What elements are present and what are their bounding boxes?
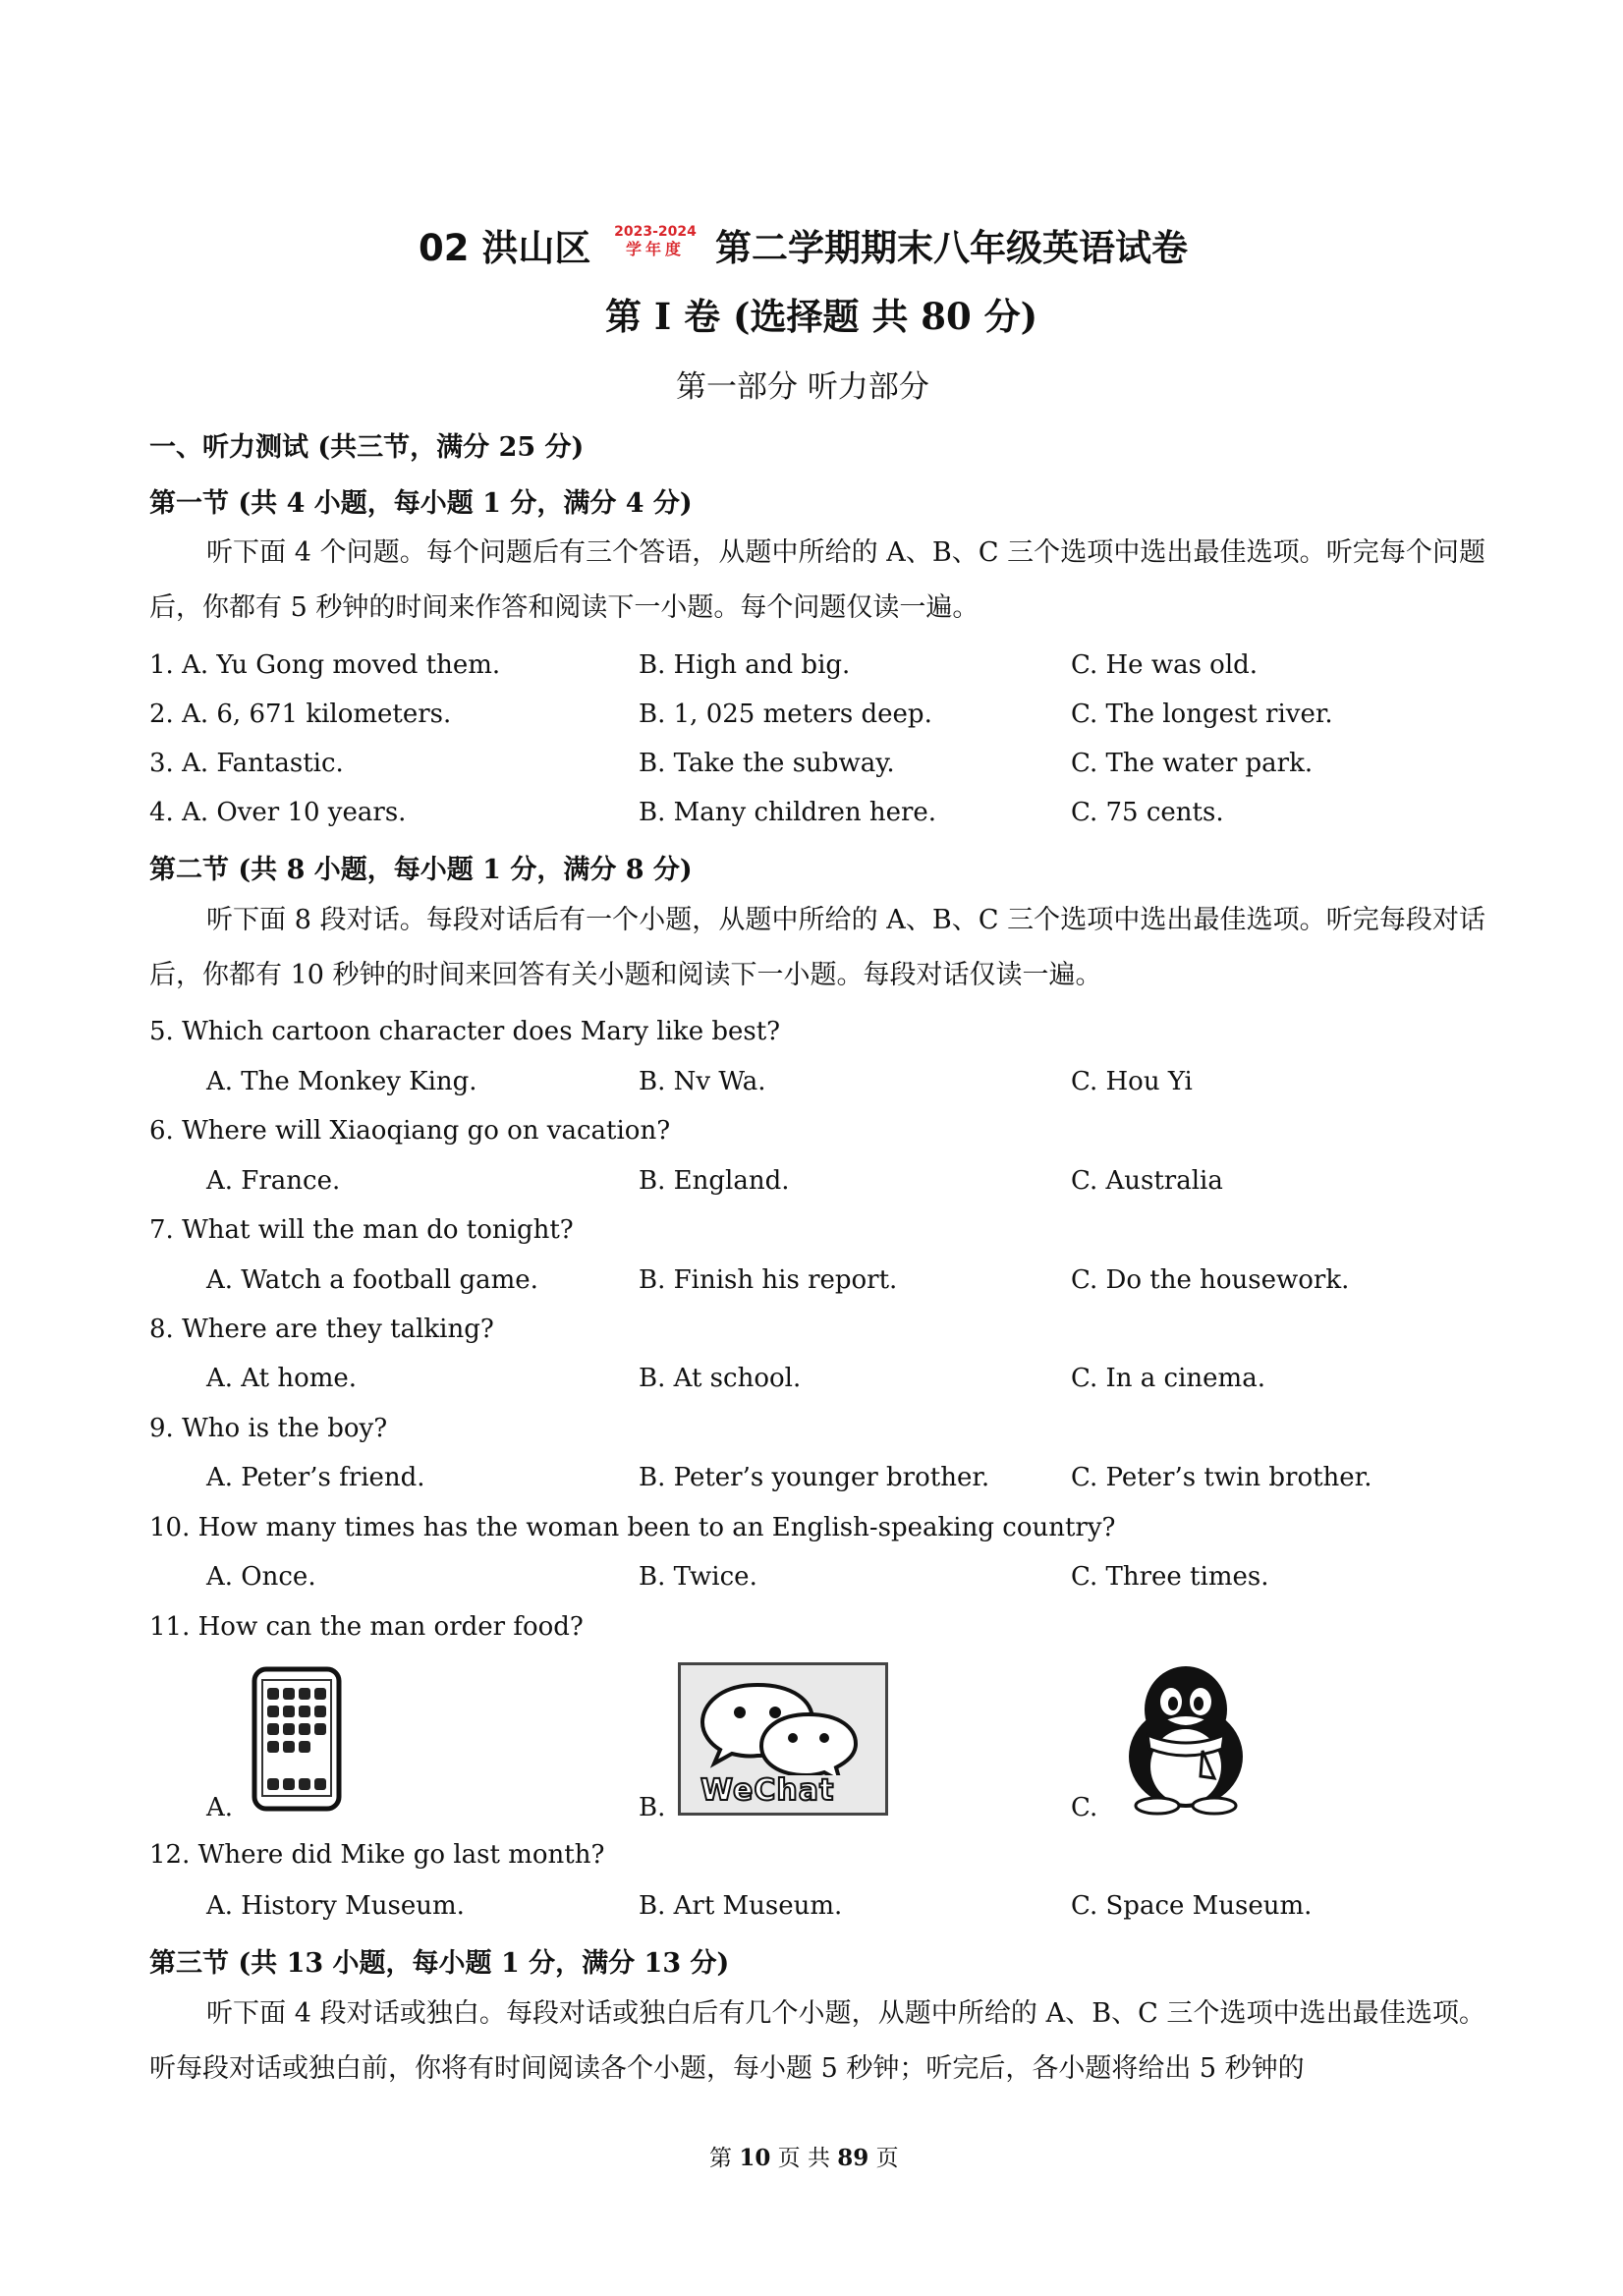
q2-option-b: B. 1, 025 meters deep. <box>639 700 932 729</box>
q7-option-b: B. Finish his report. <box>639 1265 898 1295</box>
q12-option-a: A. History Museum. <box>206 1891 465 1921</box>
q10-option-c: C. Three times. <box>1071 1562 1269 1592</box>
q5-option-a: A. The Monkey King. <box>206 1067 477 1096</box>
q3-option-a: 3. A. Fantastic. <box>149 749 344 778</box>
q10-option-a: A. Once. <box>206 1562 316 1592</box>
q11-question: 11. How can the man order food? <box>149 1612 584 1642</box>
q8-option-a: A. At home. <box>206 1364 358 1393</box>
year-badge <box>611 224 700 257</box>
sec3-instructions: 听下面 4 段对话或独白。每段对话或独白后有几个小题，从题中所给的 A、B、C 三个选项中选出最佳选项。听每段对话或独白前，你将有时间阅读各个小题，每小题 5 秒钟；听完后，各小题将给出 5 秒钟的 <box>149 1998 1485 2084</box>
page-title: 第二学期期末八年级英语试卷 <box>715 227 1188 269</box>
q9-question: 9. Who is the boy? <box>149 1414 388 1443</box>
q6-option-b: B. England. <box>639 1166 790 1196</box>
year-badge-bottom: 学年度 <box>625 240 685 258</box>
chat-bubbles-icon <box>681 1667 885 1775</box>
q4-option-b: B. Many children here. <box>639 798 937 827</box>
footer-post: 页 <box>875 2146 899 2171</box>
q8-option-b: B. At school. <box>639 1364 802 1393</box>
q5-option-c: C. Hou Yi <box>1071 1067 1193 1096</box>
q9-option-c: C. Peter’s twin brother. <box>1071 1463 1372 1492</box>
part-heading: 第一部分 听力部分 <box>676 369 929 405</box>
q3-option-c: C. The water park. <box>1071 749 1314 778</box>
section-main-heading: 一、听力测试 (共三节，满分 25 分) <box>149 432 585 463</box>
q8-option-c: C. In a cinema. <box>1071 1364 1265 1393</box>
q6-option-c: C. Australia <box>1071 1166 1223 1196</box>
q1-option-a: 1. A. Yu Gong moved them. <box>149 650 501 680</box>
sec2-heading: 第二节 (共 8 小题，每小题 1 分，满分 8 分) <box>149 855 693 885</box>
qq-penguin-icon <box>1108 1660 1263 1816</box>
q3-option-b: B. Take the subway. <box>639 749 895 778</box>
sec1-heading: 第一节 (共 4 小题，每小题 1 分，满分 4 分) <box>149 488 693 519</box>
q2-option-a: 2. A. 6, 671 kilometers. <box>149 700 452 729</box>
q6-option-a: A. France. <box>206 1166 341 1196</box>
q1-option-b: B. High and big. <box>639 650 851 680</box>
volume-heading: 第 I 卷 (选择题 共 80 分) <box>605 295 1038 338</box>
sec3-heading: 第三节 (共 13 小题，每小题 1 分，满分 13 分) <box>149 1948 730 1979</box>
footer-total-pages: 89 <box>837 2145 869 2171</box>
q12-option-b: B. Art Museum. <box>639 1891 843 1921</box>
q2-option-c: C. The longest river. <box>1071 700 1333 729</box>
q7-option-c: C. Do the housework. <box>1071 1265 1350 1295</box>
q10-question: 10. How many times has the woman been to an English-speaking country? <box>149 1513 1116 1542</box>
q11-option-c: C. <box>1071 1793 1098 1822</box>
q5-option-b: B. Nv Wa. <box>639 1067 766 1096</box>
q7-question: 7. What will the man do tonight? <box>149 1215 574 1245</box>
q1-option-c: C. He was old. <box>1071 650 1259 680</box>
q12-question: 12. Where did Mike go last month? <box>149 1840 605 1870</box>
wechat-logo <box>678 1662 888 1816</box>
sec1-instructions: 听下面 4 个问题。每个问题后有三个答语，从题中所给的 A、B、C 三个选项中选出最佳选项。听完每个问题后，你都有 5 秒钟的时间来作答和阅读下一小题。每个问题仅读一遍。 <box>149 537 1485 623</box>
footer-page-number: 10 <box>739 2145 771 2171</box>
q4-option-c: C. 75 cents. <box>1071 798 1224 827</box>
smartphone-icon <box>252 1666 342 1812</box>
q11-option-a: A. <box>206 1793 234 1822</box>
q11-option-b: B. <box>639 1793 666 1822</box>
wechat-logo-text: WeChat <box>700 1773 835 1808</box>
q9-option-a: A. Peter’s friend. <box>206 1463 425 1492</box>
q9-option-b: B. Peter’s younger brother. <box>639 1463 990 1492</box>
q12-option-c: C. Space Museum. <box>1071 1891 1313 1921</box>
q10-option-b: B. Twice. <box>639 1562 757 1592</box>
title-prefix: 02 洪山区 <box>419 227 591 269</box>
page-footer <box>709 2140 899 2172</box>
year-badge-top: 2023-2024 <box>614 224 697 240</box>
q8-question: 8. Where are they talking? <box>149 1315 494 1344</box>
q5-question: 5. Which cartoon character does Mary like best? <box>149 1017 781 1046</box>
footer-mid: 页 共 <box>777 2146 830 2171</box>
q6-question: 6. Where will Xiaoqiang go on vacation? <box>149 1116 671 1146</box>
sec2-instructions: 听下面 8 段对话。每段对话后有一个小题，从题中所给的 A、B、C 三个选项中选出最佳选项。听完每段对话后，你都有 10 秒钟的时间来回答有关小题和阅读下一小题。每段对话仅读一遍。 <box>149 905 1485 990</box>
q4-option-a: 4. A. Over 10 years. <box>149 798 407 827</box>
footer-pre: 第 <box>709 2146 732 2171</box>
q7-option-a: A. Watch a football game. <box>206 1265 538 1295</box>
